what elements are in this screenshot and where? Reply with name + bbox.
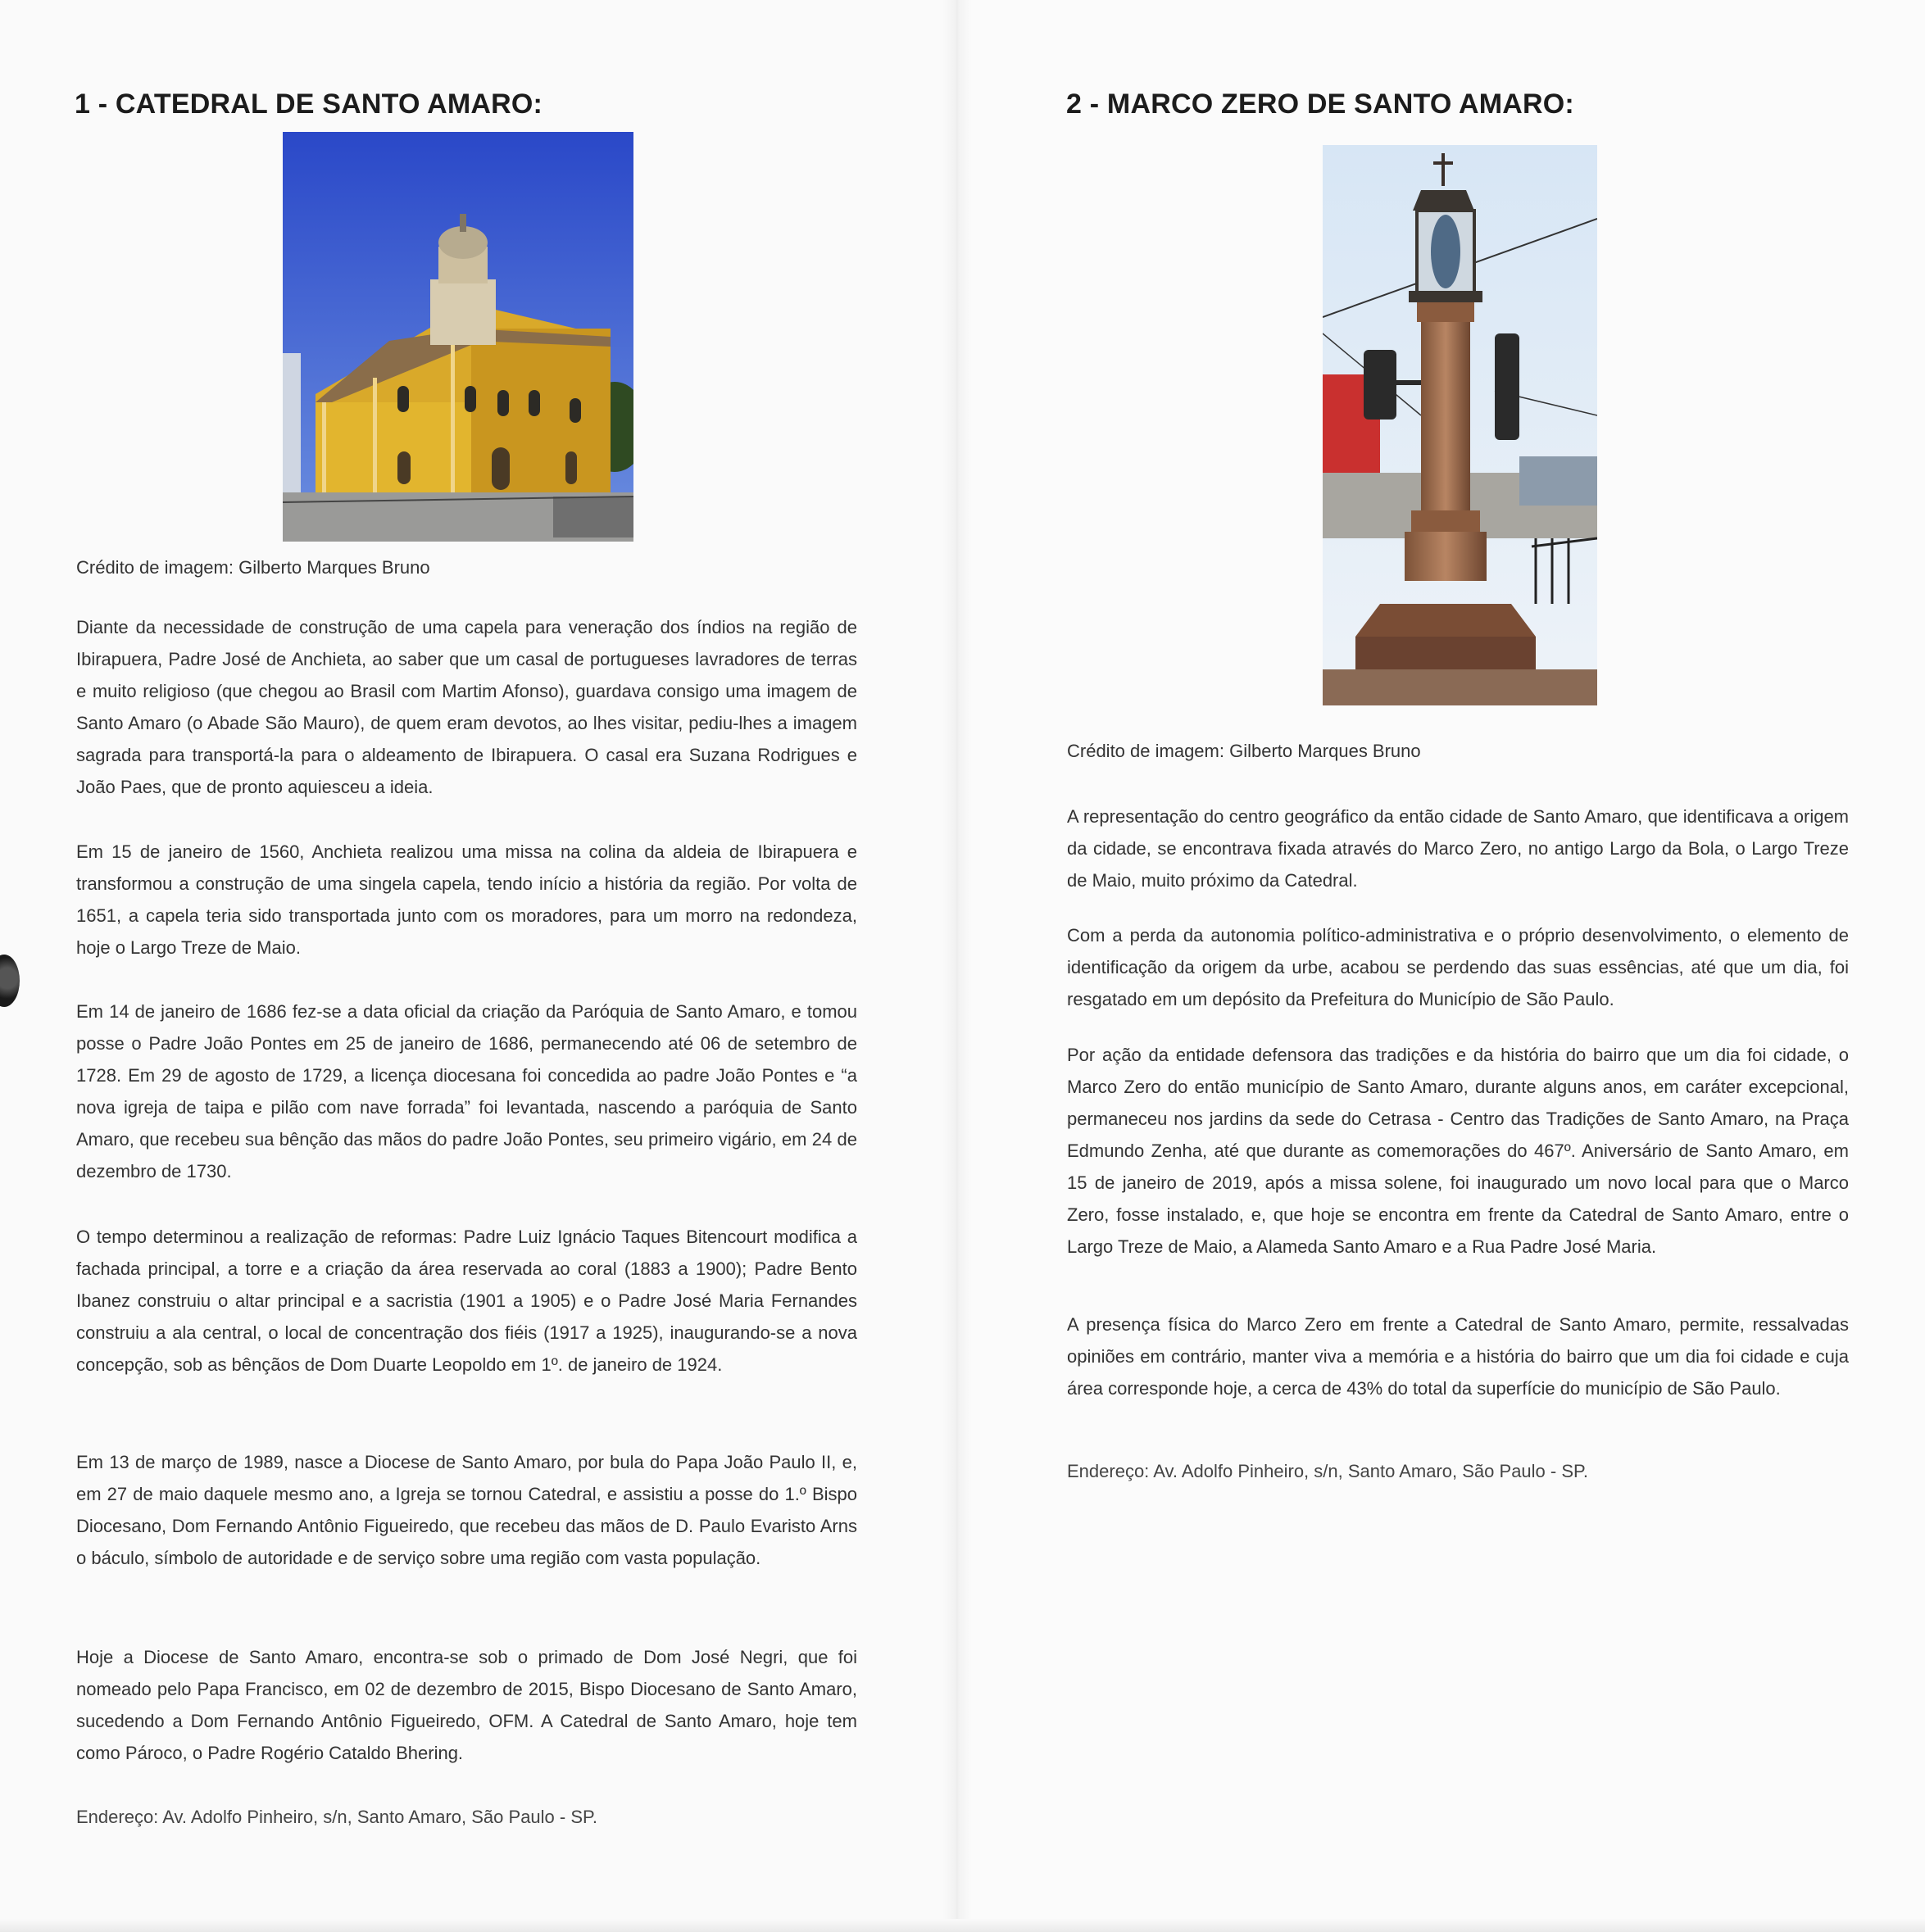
- paragraph-1: Diante da necessidade de construção de uma capela para veneração dos índios na região de Ibirapuera, Padre José de Anchieta, ao saber que um casal de portugueses lavradores de terras e muito religioso (que chegou ao Brasil com Martim Afonso), guardava consigo uma imagem de Santo Amaro (o Abade São Mauro), de quem eram devotos, ao lhes visitar, pediu-lhes a imagem sagrada para transportá-la para o aldeamento de Ibirapuera. O casal era Suzana Rodrigues e João Paes, que de pronto aquiesceu a ideia.: [76, 617, 857, 797]
- paragraph-2: Com a perda da autonomia político-administrativa e o próprio desenvolvimento, o elemento de identificação da origem da urbe, acabou se perdendo das suas essências, até que um dia, foi resgatado em um depósito da Prefeitura do Município de São Paulo.: [1067, 925, 1849, 1009]
- binding-hole: [0, 955, 20, 1007]
- paragraph-4: O tempo determinou a realização de reformas: Padre Luiz Ignácio Taques Bitencourt modifica a fachada principal, a torre e a criação da área reservada ao coral (1883 a 1900); Padre Bento Ibanez construiu o altar principal e a sacristia (1901 a 1905) e o Padre José Maria Fernandes construiu a ala central, o local de concentração dos fiéis (1917 a 1925), inaugurando-se a nova concepção, sob as bênçãos de Dom Duarte Leopoldo em 1º. de janeiro de 1924.: [76, 1227, 857, 1375]
- paragraph-4: A presença física do Marco Zero em frente a Catedral de Santo Amaro, permite, ressalvadas opiniões em contrário, manter viva a memória e a história do bairro que um dia foi cidade e cuja área corresponde hoje, a cerca de 43% do total da superfície do município de São Paulo.: [1067, 1314, 1849, 1399]
- photo-credit: Crédito de imagem: Gilberto Marques Bruno: [76, 557, 430, 578]
- paragraph-3: Em 14 de janeiro de 1686 fez-se a data oficial da criação da Paróquia de Santo Amaro, e tomou posse o Padre João Pontes em 25 de janeiro de 1686, permanecendo até 06 de setembro de 1728. Em 29 de agosto de 1729, a licença diocesana foi concedida ao padre João Pontes e “a nova igreja de taipa e pilão com nave forrada” foi levantada, nascendo a paróquia de Santo Amaro, que recebeu sua bênção das mãos do padre João Pontes, seu primeiro vigário, em 24 de dezembro de 1730.: [76, 1001, 857, 1181]
- page-gutter: [942, 0, 972, 1932]
- address: Endereço: Av. Adolfo Pinheiro, s/n, Santo Amaro, São Paulo - SP.: [76, 1807, 597, 1827]
- left-page: [0, 0, 957, 1932]
- paragraph-2: Em 15 de janeiro de 1560, Anchieta realizou uma missa na colina da aldeia de Ibirapuera e transformou a construção de uma singela capela, tendo início a história da região. Por volta de 1651, a capela teria sido transportada junto com os moradores, para um morro na redondeza, hoje o Largo Treze de Maio.: [76, 841, 857, 958]
- photo-credit: Crédito de imagem: Gilberto Marques Bruno: [1067, 741, 1421, 761]
- marco-zero-photo: [1323, 145, 1597, 705]
- cathedral-photo: [283, 132, 633, 542]
- paragraph-3: Por ação da entidade defensora das tradições e da história do bairro que um dia foi cidade, o Marco Zero do então município de Santo Amaro, durante alguns anos, em caráter excepcional, permaneceu nos jardins da sede do Cetrasa - Centro das Tradições de Santo Amaro, na Praça Edmundo Zenha, até que durante as comemorações do 467º. Aniversário de Santo Amaro, em 15 de janeiro de 2019, após a missa solene, foi inaugurado um novo local para que o Marco Zero, fosse instalado, e, que hoje se encontra em frente da Catedral de Santo Amaro, entre o Largo Treze de Maio, a Alameda Santo Amaro e a Rua Padre José Maria.: [1067, 1045, 1849, 1257]
- paragraph-5: Em 13 de março de 1989, nasce a Diocese de Santo Amaro, por bula do Papa João Paulo II, e, em 27 de maio daquele mesmo ano, a Igreja se tornou Catedral, e assistiu a posse do 1.º Bispo Diocesano, Dom Fernando Antônio Figueiredo, que recebeu das mãos de D. Paulo Evaristo Arns o báculo, símbolo de autoridade e de serviço sobre uma região com vasta população.: [76, 1452, 857, 1568]
- page-bottom-edge: [0, 1919, 1925, 1932]
- paragraph-1: A representação do centro geográfico da então cidade de Santo Amaro, que identificava a origem da cidade, se encontrava fixada através do Marco Zero, no antigo Largo da Bola, o Largo Treze de Maio, muito próximo da Catedral.: [1067, 806, 1849, 891]
- address: Endereço: Av. Adolfo Pinheiro, s/n, Santo Amaro, São Paulo - SP.: [1067, 1461, 1588, 1481]
- paragraph-6: Hoje a Diocese de Santo Amaro, encontra-se sob o primado de Dom José Negri, que foi nomeado pelo Papa Francisco, em 02 de dezembro de 2015, Bispo Diocesano de Santo Amaro, sucedendo a Dom Fernando Antônio Figueiredo, OFM. A Catedral de Santo Amaro, hoje tem como Pároco, o Padre Rogério Cataldo Bhering.: [76, 1647, 857, 1763]
- section-heading-catedral: 1 - CATEDRAL DE SANTO AMARO:: [75, 88, 543, 120]
- right-page: [957, 0, 1925, 1932]
- section-heading-marco-zero: 2 - MARCO ZERO DE SANTO AMARO:: [1066, 88, 1574, 120]
